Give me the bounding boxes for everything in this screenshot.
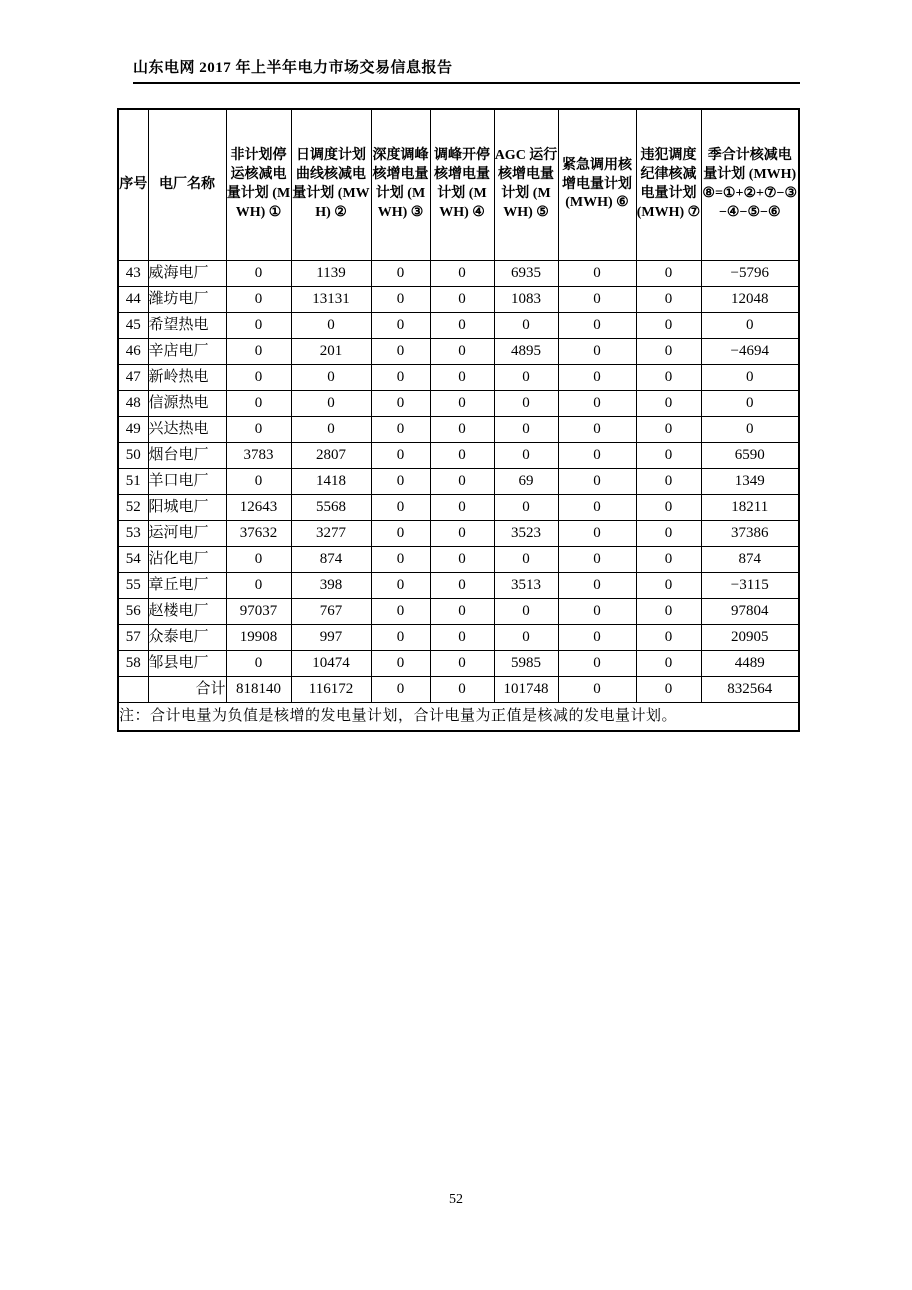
plant-name: 众泰电厂 — [148, 625, 226, 651]
row-index: 53 — [118, 521, 148, 547]
value-cell: 0 — [558, 469, 636, 495]
value-cell: 0 — [430, 599, 494, 625]
value-cell: 0 — [636, 599, 701, 625]
value-cell: 0 — [371, 417, 430, 443]
value-cell: 0 — [430, 417, 494, 443]
table-note: 注：合计电量为负值是核增的发电量计划，合计电量为正值是核减的发电量计划。 — [118, 703, 799, 732]
value-cell: 0 — [226, 547, 291, 573]
column-header-dispatch-discipline: 违犯调度纪律核减电量计划 (MWH) ⑦ — [636, 109, 701, 261]
plant-name: 潍坊电厂 — [148, 287, 226, 313]
value-cell: 0 — [291, 417, 371, 443]
value-cell: 0 — [558, 443, 636, 469]
value-cell: 0 — [430, 287, 494, 313]
value-cell: 0 — [430, 313, 494, 339]
value-cell: 0 — [430, 443, 494, 469]
row-index: 44 — [118, 287, 148, 313]
value-cell: 0 — [701, 313, 799, 339]
note-row — [118, 703, 799, 732]
document-title: 山东电网 2017 年上半年电力市场交易信息报告 — [133, 60, 453, 76]
power-plant-adjustment-table — [117, 108, 800, 732]
value-cell: 20905 — [701, 625, 799, 651]
value-cell: 997 — [291, 625, 371, 651]
value-cell: 0 — [226, 287, 291, 313]
value-cell: 0 — [494, 313, 558, 339]
value-cell: 0 — [636, 573, 701, 599]
value-cell: 0 — [701, 365, 799, 391]
value-cell: 0 — [430, 573, 494, 599]
value-cell: 0 — [371, 469, 430, 495]
value-cell: 13131 — [291, 287, 371, 313]
row-index: 55 — [118, 573, 148, 599]
value-cell: 12643 — [226, 495, 291, 521]
value-cell: 0 — [636, 365, 701, 391]
value-cell: 0 — [558, 521, 636, 547]
value-cell: 0 — [558, 495, 636, 521]
table-row — [118, 391, 799, 417]
value-cell: 0 — [226, 339, 291, 365]
plant-name: 赵楼电厂 — [148, 599, 226, 625]
value-cell: 0 — [636, 547, 701, 573]
value-cell: 0 — [636, 339, 701, 365]
value-cell: 0 — [371, 495, 430, 521]
row-index: 56 — [118, 599, 148, 625]
plant-name: 威海电厂 — [148, 261, 226, 287]
table-row — [118, 495, 799, 521]
table-header-row — [118, 109, 799, 261]
value-cell: 12048 — [701, 287, 799, 313]
value-cell: 0 — [430, 495, 494, 521]
row-index: 45 — [118, 313, 148, 339]
value-cell: 0 — [371, 313, 430, 339]
value-cell: 5568 — [291, 495, 371, 521]
table-row — [118, 521, 799, 547]
value-cell: 37386 — [701, 521, 799, 547]
row-index: 46 — [118, 339, 148, 365]
plant-name: 希望热电 — [148, 313, 226, 339]
value-cell: 0 — [430, 625, 494, 651]
value-cell: 0 — [494, 495, 558, 521]
value-cell: 37632 — [226, 521, 291, 547]
row-index: 49 — [118, 417, 148, 443]
value-cell: 0 — [371, 339, 430, 365]
plant-name: 邹县电厂 — [148, 651, 226, 677]
value-cell: 0 — [636, 495, 701, 521]
value-cell: 0 — [226, 651, 291, 677]
value-cell: 0 — [371, 261, 430, 287]
value-cell: 0 — [558, 547, 636, 573]
value-cell: 0 — [371, 625, 430, 651]
total-value-cell: 832564 — [701, 677, 799, 703]
value-cell: 0 — [430, 469, 494, 495]
value-cell: 4489 — [701, 651, 799, 677]
value-cell: 10474 — [291, 651, 371, 677]
total-row-empty-index — [118, 677, 148, 703]
total-value-cell: 116172 — [291, 677, 371, 703]
value-cell: 18211 — [701, 495, 799, 521]
value-cell: 0 — [371, 391, 430, 417]
value-cell: 0 — [494, 599, 558, 625]
value-cell: −4694 — [701, 339, 799, 365]
row-index: 47 — [118, 365, 148, 391]
value-cell: 6935 — [494, 261, 558, 287]
value-cell: 0 — [226, 469, 291, 495]
value-cell: 0 — [226, 573, 291, 599]
column-header-unplanned-outage: 非计划停运核减电量计划 (MWH) ① — [226, 109, 291, 261]
value-cell: 0 — [371, 287, 430, 313]
value-cell: 0 — [558, 391, 636, 417]
value-cell: 0 — [558, 313, 636, 339]
value-cell: 0 — [494, 391, 558, 417]
plant-name: 新岭热电 — [148, 365, 226, 391]
value-cell: 201 — [291, 339, 371, 365]
plant-name: 运河电厂 — [148, 521, 226, 547]
table-row — [118, 417, 799, 443]
value-cell: 0 — [430, 391, 494, 417]
value-cell: 0 — [371, 651, 430, 677]
value-cell: 0 — [430, 339, 494, 365]
value-cell: 1083 — [494, 287, 558, 313]
plant-name: 沾化电厂 — [148, 547, 226, 573]
value-cell: 0 — [430, 261, 494, 287]
value-cell: 2807 — [291, 443, 371, 469]
table-row — [118, 547, 799, 573]
table-row — [118, 365, 799, 391]
value-cell: 0 — [226, 261, 291, 287]
value-cell: 69 — [494, 469, 558, 495]
plant-name: 兴达热电 — [148, 417, 226, 443]
column-header-daily-dispatch-curve: 日调度计划曲线核减电量计划 (MWH) ② — [291, 109, 371, 261]
value-cell: 0 — [371, 521, 430, 547]
value-cell: 0 — [226, 417, 291, 443]
value-cell: 97037 — [226, 599, 291, 625]
table-row — [118, 651, 799, 677]
table-row — [118, 261, 799, 287]
column-header-plant-name: 电厂名称 — [148, 109, 226, 261]
table-row — [118, 625, 799, 651]
value-cell: 767 — [291, 599, 371, 625]
value-cell: 4895 — [494, 339, 558, 365]
value-cell: 0 — [558, 365, 636, 391]
table-row — [118, 313, 799, 339]
column-header-quarter-total: 季合计核减电量计划 (MWH) ⑧=①+②+⑦−③−④−⑤−⑥ — [701, 109, 799, 261]
plant-name: 阳城电厂 — [148, 495, 226, 521]
value-cell: −3115 — [701, 573, 799, 599]
total-label: 合计 — [148, 677, 226, 703]
value-cell: 0 — [371, 365, 430, 391]
value-cell: 0 — [701, 391, 799, 417]
table-row — [118, 573, 799, 599]
row-index: 57 — [118, 625, 148, 651]
value-cell: 1139 — [291, 261, 371, 287]
value-cell: 3523 — [494, 521, 558, 547]
value-cell: 0 — [558, 625, 636, 651]
value-cell: 3513 — [494, 573, 558, 599]
row-index: 51 — [118, 469, 148, 495]
value-cell: 0 — [226, 365, 291, 391]
value-cell: 0 — [558, 287, 636, 313]
page-number: 52 — [449, 1192, 463, 1207]
value-cell: 0 — [494, 365, 558, 391]
row-index: 52 — [118, 495, 148, 521]
document-header — [133, 56, 800, 84]
value-cell: 3783 — [226, 443, 291, 469]
total-value-cell: 0 — [636, 677, 701, 703]
value-cell: 19908 — [226, 625, 291, 651]
plant-name: 信源热电 — [148, 391, 226, 417]
value-cell: 0 — [291, 365, 371, 391]
value-cell: 1418 — [291, 469, 371, 495]
column-header-emergency-call: 紧急调用核增电量计划 (MWH) ⑥ — [558, 109, 636, 261]
value-cell: 398 — [291, 573, 371, 599]
plant-name: 烟台电厂 — [148, 443, 226, 469]
total-value-cell: 0 — [430, 677, 494, 703]
value-cell: 0 — [494, 417, 558, 443]
total-value-cell: 0 — [558, 677, 636, 703]
total-value-cell: 101748 — [494, 677, 558, 703]
value-cell: 0 — [558, 339, 636, 365]
table-row — [118, 599, 799, 625]
value-cell: 0 — [430, 547, 494, 573]
value-cell: 0 — [558, 651, 636, 677]
value-cell: 0 — [371, 599, 430, 625]
row-index: 58 — [118, 651, 148, 677]
column-header-agc-operation: AGC 运行核增电量计划 (MWH) ⑤ — [494, 109, 558, 261]
row-index: 43 — [118, 261, 148, 287]
value-cell: 0 — [558, 261, 636, 287]
value-cell: 0 — [226, 313, 291, 339]
table-row — [118, 469, 799, 495]
value-cell: 0 — [430, 521, 494, 547]
column-header-deep-peak-shaving: 深度调峰核增电量计划 (MWH) ③ — [371, 109, 430, 261]
row-index: 48 — [118, 391, 148, 417]
column-header-index: 序号 — [118, 109, 148, 261]
value-cell: 0 — [636, 417, 701, 443]
value-cell: 0 — [558, 599, 636, 625]
plant-name: 章丘电厂 — [148, 573, 226, 599]
value-cell: 0 — [430, 365, 494, 391]
table-row — [118, 443, 799, 469]
value-cell: −5796 — [701, 261, 799, 287]
value-cell: 0 — [636, 391, 701, 417]
value-cell: 0 — [558, 417, 636, 443]
value-cell: 0 — [291, 313, 371, 339]
column-header-peak-start-stop: 调峰开停核增电量计划 (MWH) ④ — [430, 109, 494, 261]
value-cell: 0 — [636, 287, 701, 313]
table-row — [118, 287, 799, 313]
value-cell: 0 — [636, 313, 701, 339]
value-cell: 0 — [494, 625, 558, 651]
value-cell: 0 — [636, 443, 701, 469]
value-cell: 0 — [636, 261, 701, 287]
value-cell: 0 — [494, 547, 558, 573]
value-cell: 874 — [291, 547, 371, 573]
value-cell: 0 — [371, 443, 430, 469]
value-cell: 6590 — [701, 443, 799, 469]
value-cell: 0 — [291, 391, 371, 417]
value-cell: 1349 — [701, 469, 799, 495]
row-index: 54 — [118, 547, 148, 573]
value-cell: 0 — [701, 417, 799, 443]
value-cell: 0 — [371, 547, 430, 573]
plant-name: 羊口电厂 — [148, 469, 226, 495]
value-cell: 5985 — [494, 651, 558, 677]
value-cell: 3277 — [291, 521, 371, 547]
value-cell: 0 — [371, 573, 430, 599]
value-cell: 0 — [430, 651, 494, 677]
row-index: 50 — [118, 443, 148, 469]
value-cell: 0 — [226, 391, 291, 417]
value-cell: 0 — [636, 625, 701, 651]
value-cell: 0 — [558, 573, 636, 599]
value-cell: 0 — [636, 521, 701, 547]
table-row — [118, 339, 799, 365]
value-cell: 0 — [636, 651, 701, 677]
value-cell: 97804 — [701, 599, 799, 625]
value-cell: 0 — [636, 469, 701, 495]
value-cell: 0 — [494, 443, 558, 469]
total-value-cell: 0 — [371, 677, 430, 703]
value-cell: 874 — [701, 547, 799, 573]
total-value-cell: 818140 — [226, 677, 291, 703]
total-row — [118, 677, 799, 703]
plant-name: 辛店电厂 — [148, 339, 226, 365]
